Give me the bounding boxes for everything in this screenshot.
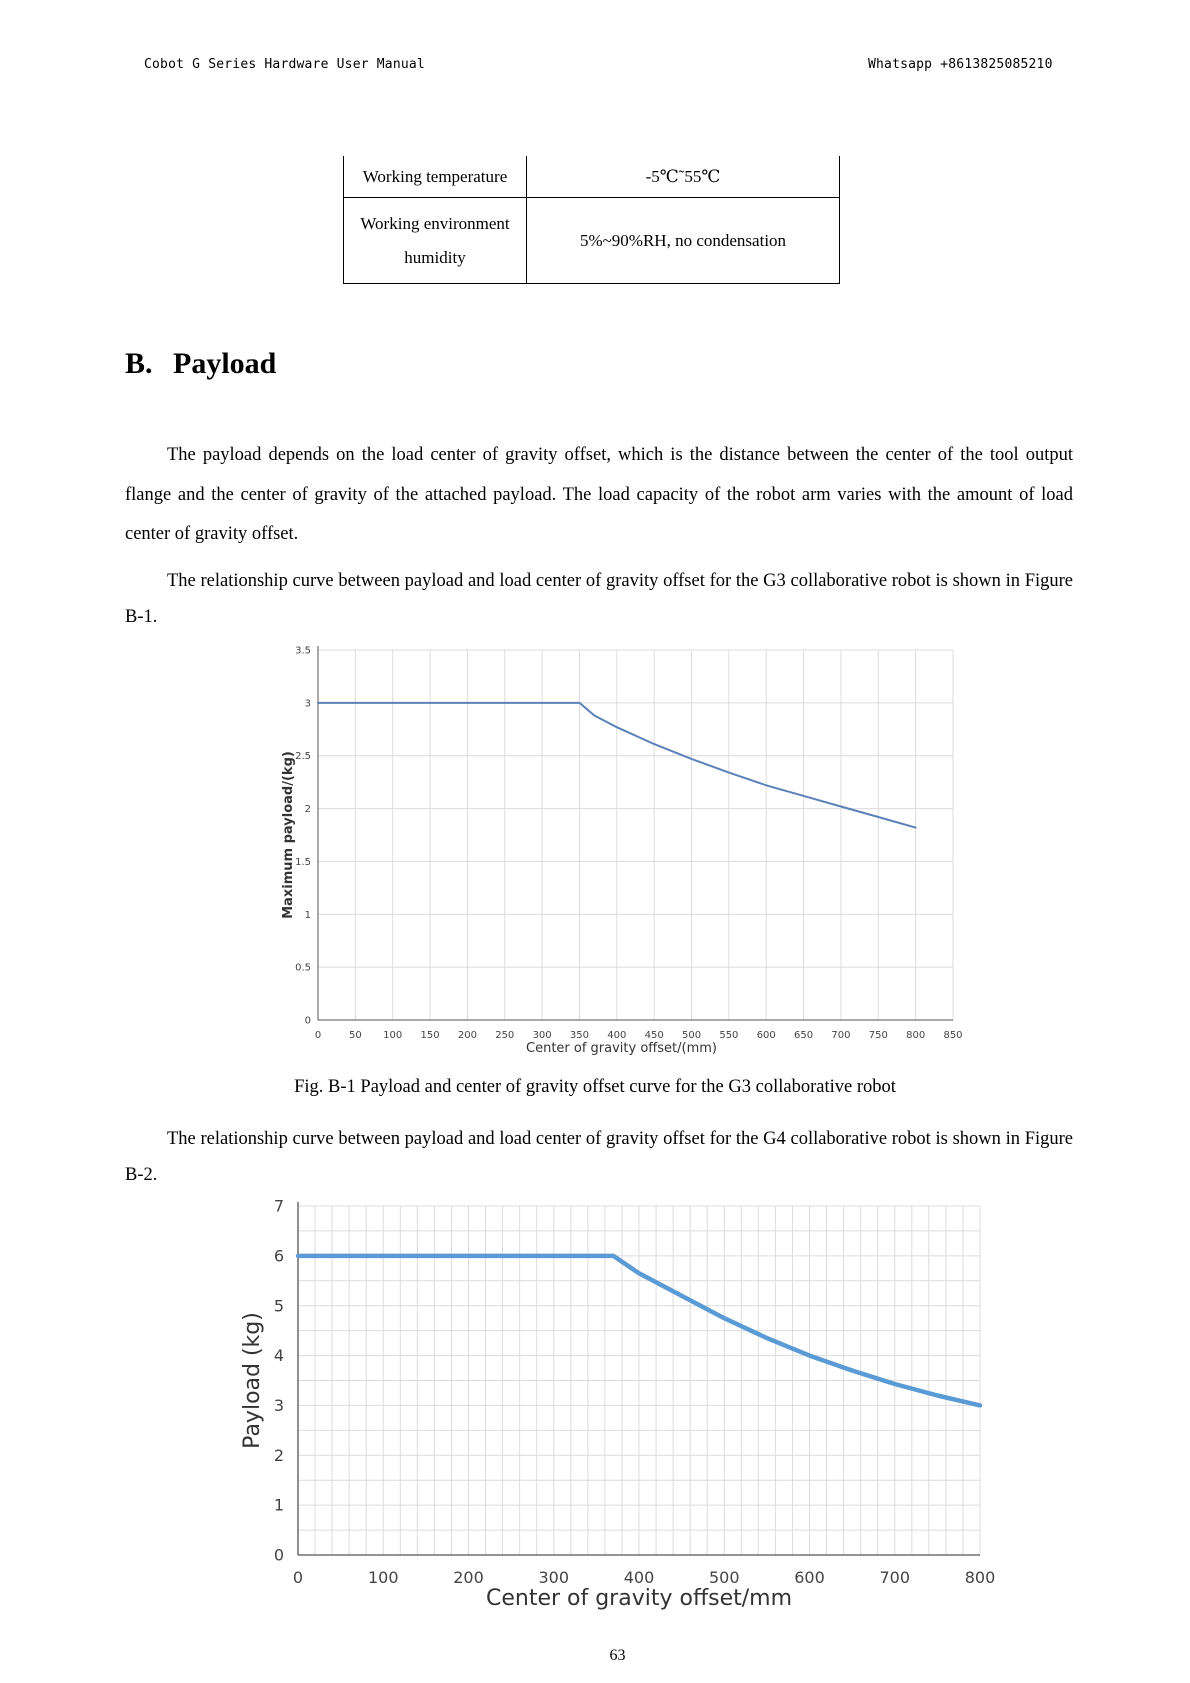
- spec-table: [343, 156, 840, 284]
- x-tick-label: 0: [292, 1568, 304, 1587]
- section-title: Payload: [173, 347, 277, 380]
- table-row: [344, 156, 840, 198]
- x-axis-title: Center of gravity offset/(mm): [526, 1041, 717, 1056]
- x-tick-label: 750: [868, 1030, 888, 1041]
- g3-payload-chart: [278, 638, 966, 1060]
- y-tick-label: 1: [304, 909, 311, 921]
- y-tick-label: 3: [273, 1396, 284, 1416]
- section-heading: [125, 347, 276, 381]
- x-tick-label: 100: [383, 1030, 403, 1041]
- x-axis-title: Center of gravity offset/mm: [485, 1586, 793, 1611]
- x-tick-label: 800: [964, 1568, 996, 1587]
- figure-caption: Fig. B-1 Payload and center of gravity offset curve for the G3 collaborative robot: [294, 1077, 896, 1097]
- x-tick-label: 650: [794, 1030, 814, 1041]
- g4-payload-chart: [238, 1195, 998, 1619]
- paragraph-text: The payload depends on the load center of gravity offset, which is the distance between the center of the tool output flange and the center of gravity of the attached payload. The load capacity of the robot arm varies with the amount of load center of gravity offset.: [125, 445, 1073, 544]
- paragraph-text: The relationship curve between payload and load center of gravity offset for the G3 collaborative robot is shown in Figure B-1.: [125, 571, 1073, 627]
- x-tick-label: 600: [756, 1030, 776, 1041]
- y-axis-title: Maximum payload/(kg): [281, 751, 296, 919]
- x-tick-label: 600: [794, 1568, 825, 1587]
- y-tick-label: 0: [273, 1545, 284, 1565]
- y-tick-label: 0: [304, 1015, 311, 1027]
- x-tick-label: 500: [708, 1568, 740, 1587]
- y-tick-label: 6: [273, 1246, 284, 1266]
- section-number: B.: [125, 347, 153, 380]
- y-tick-label: 0.5: [295, 962, 311, 974]
- table-cell-value: 5%~90%RH, no condensation: [527, 198, 840, 284]
- paragraph-g3-intro: [125, 563, 1073, 635]
- plot-area: [318, 650, 953, 1020]
- x-tick-label: 400: [607, 1030, 627, 1041]
- x-tick-label: 550: [719, 1030, 739, 1041]
- table-row: [344, 198, 840, 284]
- table-cell-label: Working environment humidity: [344, 198, 527, 284]
- table-cell-label: Working temperature: [344, 156, 527, 198]
- x-tick-label: 850: [943, 1030, 963, 1041]
- running-header-title: Cobot G Series Hardware User Manual: [144, 57, 425, 72]
- x-tick-label: 300: [532, 1030, 552, 1041]
- y-tick-label: 4: [273, 1346, 284, 1366]
- x-tick-label: 0: [314, 1030, 322, 1041]
- y-axis-title: Payload (kg): [240, 1312, 265, 1449]
- paragraph-g4-intro: [125, 1121, 1073, 1193]
- x-tick-label: 150: [420, 1030, 440, 1041]
- y-tick-label: 5: [273, 1296, 284, 1316]
- x-tick-label: 300: [538, 1568, 570, 1587]
- table-cell-value: -5℃˜55℃: [527, 156, 840, 198]
- x-tick-label: 50: [348, 1030, 362, 1041]
- y-tick-label: 2.5: [295, 751, 311, 763]
- running-header-contact: Whatsapp +8613825085210: [868, 57, 1053, 72]
- paragraph-payload-definition: [125, 436, 1073, 555]
- x-tick-label: 400: [623, 1568, 655, 1587]
- y-tick-label: 7: [273, 1196, 284, 1216]
- y-tick-label: 2: [273, 1445, 284, 1465]
- y-tick-label: 2: [304, 804, 311, 816]
- y-tick-label: 3: [304, 698, 311, 710]
- y-tick-label: 3.5: [295, 645, 311, 657]
- x-tick-label: 700: [831, 1030, 851, 1041]
- x-tick-label: 350: [569, 1030, 590, 1041]
- paragraph-text: The relationship curve between payload and load center of gravity offset for the G4 collaborative robot is shown in Figure B-2.: [125, 1129, 1073, 1185]
- page-number: 63: [609, 1647, 626, 1664]
- y-tick-label: 1: [273, 1495, 284, 1515]
- x-tick-label: 450: [644, 1030, 664, 1041]
- x-tick-label: 200: [453, 1568, 484, 1587]
- x-tick-label: 800: [906, 1030, 926, 1041]
- x-tick-label: 500: [681, 1030, 702, 1041]
- x-tick-label: 250: [495, 1030, 515, 1041]
- x-tick-label: 700: [879, 1568, 911, 1587]
- y-tick-label: 1.5: [295, 856, 311, 868]
- x-tick-label: 200: [457, 1030, 477, 1041]
- x-tick-label: 100: [367, 1568, 399, 1587]
